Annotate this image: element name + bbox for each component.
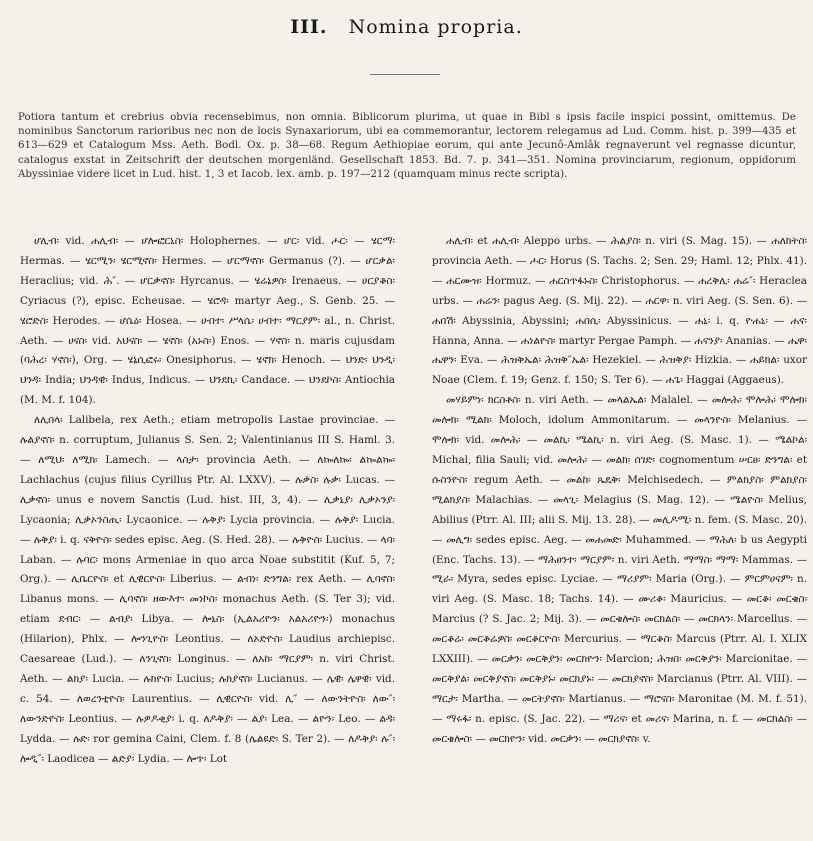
entries-paragraph-hh: ሐሊብ፡ et ሐሊብ፡ Aleppo urbs. — ሕልያስ፡ n. viri (S. Mag. 15). — ሐለክትስ፡ provincia Aeth. — ሖር፡ Horus (S. Tachs. 2; Sen. 29; Haml. 12; Phlx. 41). — ሐርሙዝ፡ Hormuz. — ሐርስጥፋኑስ፡ Christophorus. — ሐረቅሊ፡ ሐሬ″፡ Heraclea urbs. — ሐሬን፡ pagus Aeg. (S. Mij. 22). — ሐርዋ፡ n. viri Aeg. (S. Sen. 6). — ሐበሽ፡ Abyssinia, Abyssini; ሐበሲ፡ Abyssinicus. — ሐኒ፡ i. q. ዮሐኒ፡ — ሐና፡ Hanna, Anna. — ሐነልዮስ፡ martyr Pergae Pamph. — ሐናንያ፡ Ananias. — ሔዋ፡ ሔዋን፡ Eva. — ሕዝቅኤል፡ ሕዝቅ″ኤል፡ Hezekiel. — ሕዝቅያ፡ Hizkia. — ሐይክል፡ uxor Noae (Clem. f. 19; Genz. f. 150; S. Ter 6). — ሐጌ፡ Haggai (Aggaeus).	[432, 235, 807, 387]
entries-paragraph-h: ሆሊብ፡ vid. ሐሊብ፡ — ሆሎፎርኒስ፡ Holophernes. — ሆር፡ vid. ሖር፡ — ሄርማ፡ Hermas. — ሄርሚን፡ ሄርሚኖስ፡ Hermes. — ሆርማኖስ፡ Germanus (?). — ሆርቃል፡ Heraclius; vid. ሕ″. — ሆርቃኖስ፡ Hyrcanus. — ሄሬኔዎስ፡ Irenaeus. — ሀርያቆስ፡ Cyriacus (?), episc. Echeusae. — ሄሮዳ፡ martyr Aeg., S. Genb. 25. — ሄሮድስ፡ Herodes. — ሆሴዕ፡ Hosea. — ሀብተ፡ ሥላሴ፡ ሀብተ፡ ማርያም፡ al., n. Christ. Aeth. — ሀናስ፡ vid. አህናስ፡ — ሄኖስ፡ (አኑስ፡) Enos. — ሃኖስ፡ n. maris cujusdam (ባሕረ፡ ሃኖስ፡), Org. — ሄኔሲፎሩ፡ Onesiphorus. — ሄኖክ፡ Henoch. — ህንድ፡ ህንዲ፡ ህንዳ፡ India; ህንዳዊ፡ Indus, Indicus. — ህንደኪ፡ Candace. — ህንደኮስ፡ Antiochia (M. M. f. 104).	[20, 235, 395, 407]
section-number: III.	[290, 16, 328, 38]
section-title: Nomina propria.	[348, 16, 523, 38]
title-rule	[370, 74, 440, 75]
left-column	[20, 232, 395, 769]
column-divider	[415, 232, 416, 832]
right-column	[432, 232, 807, 750]
entries-paragraph-l: ለሊበላ፡ Lalibela, rex Aeth.; etiam metropolis Lastae provinciae. — ሉልያኖስ፡ n. corruptum, Julianus S. Sen. 2; Valentinianus III S. Haml. 3. — ለሚህ፡ ለሚክ፡ Lamech. — ላስታ፡ provincia Aeth. — ለኰለኰ፡ ልኰልኰ፡ Lachlachus (cujus filius Cyrillus Ptr. Al. LXXV). — ሉቃስ፡ ሉቃ፡ Lucas. — ሊቃኖስ፡ unus e novem Sanctis (Lud. hist. III, 3, 4). — ሊቃኒያ፡ ሊቃኦንያ፡ Lycaonia; ሊቃኦንስጢ፡ Lycaonice. — ሉቅያ፡ Lycia provincia. — ሉቅያ፡ Lucia. — ሉቅያ፡ i. q. ናቅዮስ፡ sedes episc. Aeg. (S. Hed. 28). — ሉቅዮስ፡ Lucius. — ላባ፡ Laban. — ሉባር፡ mons Armeniae in quo arca Noae substitit (Kuf. 5, 7; Org.). — ሊቤርዮስ፡ et ሊዊርዮስ፡ Liberius. — ልብነ፡ ድንግል፡ rex Aeth. — ሊባኖስ፡ Libanus mons. — ሊባኖስ፡ ዘውእተ፡ መነኮስ፡ monachus Aeth. (S. Ter 3); vid. etiam ደብር፡ — ልብያ፡ Libya. — ሎኒስ፡ (ኢልአሪዮን፡ አልአሪዮን፡) monachus (Hilarion), Phlx. — ሎንጊዮስ፡ Leontius. — ለኦድዮስ፡ Laudius archiepisc. Caesareae (Lud.). — ለንጊኖስ፡ Longinus. — ለአከ፡ ማርያም፡ n. viri Christ. Aeth. — ልክያ፡ Lucia. — ሉክዮስ፡ Lucius; ሉክያኖስ፡ Lucianus. — ሌዊ፡ ሌዋዊ፡ vid. c. 54. — ለወረንቲዮስ፡ Laurentius. — ሊዊርዮስ፡ vid. ሊ″ — ለውንትዮስ፡ ለው″፡ ለውንድዮስ፡ Leontius. — ሉዎዶቂያ፡ i. q. ለዶቅያ፡ — ልያ፡ Lea. — ልዮን፡ Leo. — ልዳ፡ Lydda. — ሉድ፡ ror gemina Caini, Clem. f. 8 (ሌልዩድ፡ S. Ter 2). — ለዶቅያ፡ ሉ″፡ ሎዲ″፡ Laodicea — ልድያ፡ Lydia. — ሎጥ፡ Lot	[20, 414, 395, 765]
intro-paragraph: Potiora tantum et crebrius obvia recensebimus, non omnia. Biblicorum plurima, ut quae in Bibl s ipsis facile inspici possint, omittemus. De nominibus Sanctorum rarioribus nec non de locis Synaxariorum, ubi ea commemorantur, lectorem relegamus ad Lud. Comm. hist. p. 399—435 et 613—629 et Catalogum Mss. Aeth. Bodl. Ox. p. 38—68. Regum Aethiopiae eorum, qui ante Jecunô-Amlâk regnaverunt vel regnasse dicuntur, catalogus exstat in Zeitschrift der deutschen morgenländ. Gesellschaft 1853. Bd. 7. p. 341—351. Nomina provinciarum, regionum, oppidorum Abyssiniae videre licet in Lud. hist. 1, 3 et Iacob. lex. amb. p. 197—212 (quamquam minus recte scripta).	[18, 111, 796, 180]
page-title	[0, 16, 813, 38]
entries-paragraph-m: መሃይምነ፡ ክርስቶስ፡ n. viri Aeth. — መላልኤል፡ Malalel. — መሎሕ፡ ሞሎሕ፡ ሞሎክ፡ መሎክ፡ ሚልክ፡ Moloch, idolum Ammonitarum. — መላንዮስ፡ Melanius. — ሞሎክ፡ vid. መሎሕ፡ — መልኪ፡ ሜልኪ፡ n. viri Aeg. (S. Masc. 1). — ሜልኮል፡ Michal, filia Sauli; vid. መሎሕ፡ — መልክ፡ ሰገድ፡ cognomentum ሠርፀ፡ ድንግል፡ et ሱስንዮስ፡ regum Aeth. — መልከ፡ ጼዴቅ፡ Melchisedech. — ምልክያስ፡ ምልክያስ፡ ሚልክያስ፡ Malachias. — መላጊ፡ Melagius (S. Mag. 12). — ሜልዮስ፡ Melius, Abilius (Ptrr. Al. III; alii S. Mij. 13. 28). — መሊዶሚ፡ n. fem. (S. Masc. 20). — መሊግ፡ sedes episc. Aeg. — መሐመድ፡ Muhammed. — ማሕለ፡ b us Aegypti (Enc. Tachs. 13). — ማሕፀንተ፡ ማርያም፡ n. viri Aeth. ማማስ፡ ማማ፡ Mammas. — ሚራ፡ Myra, sedes episc. Lyciae. — ማሪያም፡ Maria (Org.). — ምርምሀናም፡ n. viri Aeg. (S. Masc. 18; Tachs. 14). — ሙሪቆ፡ Mauricius. — መርቆ፡ መርቄስ፡ Marcius (? S. Jac. 2; Mij. 3). — መርቄሎስ፡ መርክልስ፡ — መርክላን፡ Marcellus. — መርቆሬ፡ መርቆሬዎስ፡ መርቆርዮስ፡ Mercurius. — ማርቆስ፡ Marcus (Ptrr. Al. I. XLIX LXXIII). — መርቃን፡ መርቅያን፡ መርክዮን፡ Marcion; ሕዝበ፡ መርቅያን፡ Marcionitae. — መርቅያል፡ መርቅያኖስ፡ መርቅያኑ፡ መርክያኑ፡ — መርክያኖስ፡ Marcianus (Ptrr. Al. VIII). — ማርታ፡ Martha. — መርትያኖስ፡ Martianus. — ማሮናስ፡ Maronitae (M. M. f. 51). — ማሩፋ፡ n. episc. (S. Jac. 22). — ማሪና፡ et መሪና፡ Marina, n. f. — መርክልስ፡ — መርቄሎስ፡ — መርክዮን፡ vid. መርቃን፡ — መርክያኖስ፡ v.	[432, 394, 807, 745]
